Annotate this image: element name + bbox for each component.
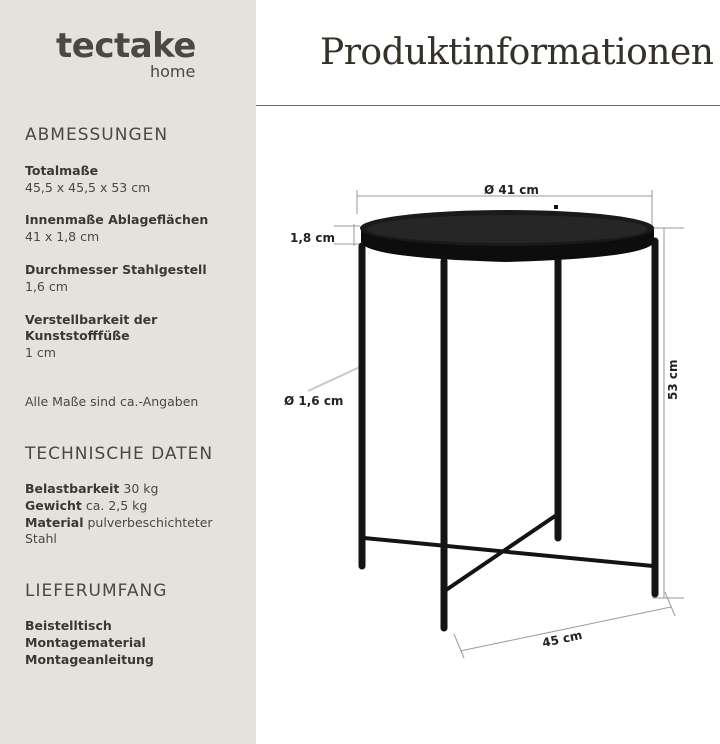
width-label: 45 cm bbox=[540, 627, 584, 651]
brand-logo: tectake bbox=[56, 26, 196, 66]
side-table-illustration bbox=[256, 106, 720, 744]
height-label: 53 cm bbox=[666, 359, 680, 400]
dimensions-note: Alle Maße sind ca.-Angaben bbox=[25, 394, 199, 409]
delivery-item: Montagematerial bbox=[25, 635, 146, 650]
load-capacity-row bbox=[25, 480, 240, 497]
total-dimensions-label: Totalmaße bbox=[25, 163, 99, 178]
technical-section-title: TECHNISCHE DATEN bbox=[25, 444, 214, 464]
top-diameter-label: Ø 41 cm bbox=[484, 183, 539, 197]
material-label: Material bbox=[25, 515, 84, 530]
material-row bbox=[25, 514, 240, 531]
material-value-cont: Stahl bbox=[25, 531, 57, 546]
frame-diameter-label: Durchmesser Stahlgestell bbox=[25, 262, 207, 277]
frame-diameter-value: 1,6 cm bbox=[25, 279, 68, 294]
adjustability-value: 1 cm bbox=[25, 345, 56, 360]
material-value: pulverbeschichteter bbox=[87, 515, 213, 530]
total-dimensions-value: 45,5 x 45,5 x 53 cm bbox=[25, 180, 151, 195]
cross-braces bbox=[364, 514, 653, 590]
delivery-section-title: LIEFERUMFANG bbox=[25, 581, 168, 601]
weight-row bbox=[25, 497, 240, 514]
delivery-item: Beistelltisch bbox=[25, 618, 112, 633]
inner-dimensions-label: Innenmaße Ablageflächen bbox=[25, 212, 209, 227]
brand-logo-sub: home bbox=[150, 62, 196, 81]
dimensions-section-title: ABMESSUNGEN bbox=[25, 125, 169, 145]
adjustability-label-line1: Verstellbarkeit der bbox=[25, 312, 158, 327]
tray bbox=[360, 205, 654, 262]
tray-height-label: 1,8 cm bbox=[290, 231, 336, 245]
load-capacity-value: 30 kg bbox=[123, 481, 159, 496]
page-title: Produktinformationen bbox=[320, 32, 714, 73]
frame-diameter-label-drawing: Ø 1,6 cm bbox=[284, 394, 344, 408]
delivery-item: Montageanleitung bbox=[25, 652, 154, 667]
table-legs bbox=[362, 241, 655, 628]
inner-dimensions-value: 41 x 1,8 cm bbox=[25, 229, 100, 244]
adjustability-label-line2: Kunststofffüße bbox=[25, 328, 130, 343]
weight-value: ca. 2,5 kg bbox=[85, 498, 148, 513]
frame-diameter-leader bbox=[308, 366, 362, 391]
load-capacity-label: Belastbarkeit bbox=[25, 481, 120, 496]
weight-label: Gewicht bbox=[25, 498, 82, 513]
